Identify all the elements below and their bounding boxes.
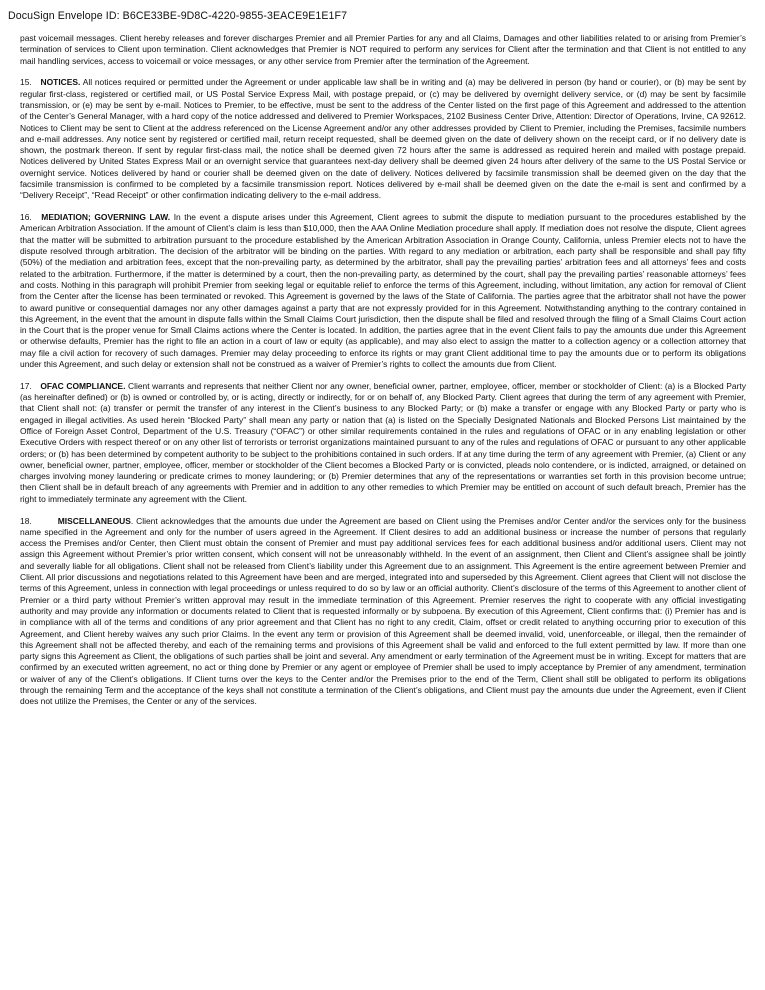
section-16-mediation — [20, 212, 746, 370]
section-15-heading: NOTICES. — [40, 77, 81, 88]
section-15-body: All notices required or permitted under the Agreement or under applicable law shall be in writing and (a) may be delivered in person (by hand or courier), or (b) may be sent by regular first-class, registered or certified mail, or US Postal Service Express Mail, with postage prepaid, or (c) may be delivered by overnight delivery service, or (d) may be sent by facsimile transmission, or (e) may be sent by e-mail. Notices to Premier, to be effective, must be sent to the address of the Center listed on the first page of this Agreement and addressed to the attention of the Center’s General Manager, with a hard copy of the notice addressed and delivered to Premier Workspaces, 2102 Business Center Drive, Attention: Director of Operations, Irvine, CA 92612. Notices to Client may be sent to Client at the address referenced on the License Agreement and/or any other addresses provided by Client to Premier, including the Premises, facsimile numbers and e-mail addresses. Any notice sent by registered or certified mail, return receipt requested, shall be deemed given on the date of delivery shown on the receipt card, or if no delivery date is shown, the postmark thereon. If sent by regular first-class mail, the notice shall be deemed given 72 hours after the same is addressed as required herein and mailed with postage prepaid. Notices delivered by United States Express Mail or an overnight service that guarantees next-day delivery shall be deemed given 24 hours after delivery of the same to the US Postal Service or overnight service. Notices delivered by hand or courier shall be deemed given on the date of delivery. Notices delivered by facsimile transmission shall be deemed given on the day that the facsimile transmission is confirmed to be completed by a facsimile transmission report. Notices delivered by e-mail shall be deemed given on the date the e-mail is sent and confirmed by a “Delivery Receipt”, “Read Receipt” or other confirmation indicating delivery to the e-mail address. — [20, 77, 746, 201]
document-page — [20, 33, 746, 718]
docusign-envelope-id: DocuSign Envelope ID: B6CE33BE-9D8C-4220-9855-3EACE9E1E1F7 — [8, 10, 348, 22]
section-18-number: 18. — [20, 515, 32, 526]
section-16-number: 16. — [20, 212, 32, 223]
section-16-body: In the event a dispute arises under this Agreement, Client agrees to submit the dispute to mediation pursuant to the procedures established by the American Arbitration Association. If the amount of Client’s claim is less than $10,000, then the AAA Online Mediation procedure shall apply. If mediation does not resolve the dispute, Client agrees that the matter will be submitted to arbitration pursuant to the procedure established by the American Arbitration Association in Orange County, California, unless Premier elects not to have the dispute resolved through arbitration. The decision of the arbitrator will be binding on the parties. With regard to any mediation or arbitration, each party shall be responsible and shall pay fifty (50%) of the mediation and arbitration fees, except that the non-prevailing party, as determined by the arbitrator, shall pay the prevailing parties’ arbitration fees and all attorneys’ fees and costs related to the arbitration. Furthermore, if the matter is determined by a court, then the non-prevailing party, as determined by the court, shall pay the prevailing parties’ reasonable attorneys’ fees and costs. Nothing in this paragraph will prohibit Premier from seeking legal or equitable relief to enforce the terms of this Agreement, including, without limitation, any action for removal of Client from the Center after the license has been terminated or revoked. This Agreement is governed by the laws of the State of California. The parties agree that the arbitrator shall not have the power to award punitive or consequential damages nor any other damages against a party that are not expressly provided for in this Agreement. Notwithstanding anything to the contrary contained in this Agreement, in the event that the amount in dispute falls within the Small Claims Court jurisdiction, then the dispute shall be filed and resolved through the filing of a Small Claims Court action in the Court that is the proper venue for Small Claims actions where the Center is located. In addition, the parties agree that in the event Client fails to pay the amounts due under this Agreement or otherwise defaults, Premier has the right to file an action in a court of law or equity (as applicable), and may also elect to assign the matter to a collection agency or a collection attorney that may file a civil action for recovery of such damages. Premier may delay proceeding to enforce its rights or may grant Client additional time to pay the amounts due or to perform its obligations under this Agreement, and such delay or extension shall not be construed as a waiver of Premier’s rights to collect the amounts due from Client. — [20, 212, 746, 370]
section-17-heading: OFAC COMPLIANCE. — [40, 380, 126, 391]
section-18-heading-period: . — [130, 515, 134, 526]
section-17-ofac — [20, 381, 746, 505]
section-18-miscellaneous — [20, 516, 746, 708]
section-15-number: 15. — [20, 77, 32, 88]
section-17-body: Client warrants and represents that neither Client nor any owner, beneficial owner, partner, employee, officer, member or stockholder of Client: (a) is a Blocked Party (as hereinafter defined) or (b) is owned or controlled by, or is acting, directly or indirectly, for or on behalf of, any Blocked Party. Client agrees that during the term of any agreement with Premier, that Client shall not: (a) transfer or permit the transfer of any interest in the Client’s business to any Blocked Party; or (b) make a transfer or engage with any Blocked Party or party who is engaged in illegal activities. As used herein “Blocked Party” shall mean any party or nation that (a) is listed on the Specially Designated Nationals and Blocked Persons List maintained by the Office of Foreign Asset Control, Department of the U.S. Treasury (“OFAC”) or other similar requirements contained in the rules and regulations of OFAC or in any enabling legislation or other Executive Orders with respect thereof or on any other list of terrorists or terrorist organizations maintained pursuant to any of the rules and regulations of OFAC or pursuant to any other applicable orders; or (b) has been determined by competent authority to be subject to the prohibitions contained in such orders. If at any time during the term of any agreement with Premier, (a) Client or any owner, beneficial owner, partner, employee, officer, member or stockholder of the Client becomes a Blocked Party or is convicted, pleads nolo contendere, or is indicted, arraigned, or detained on charges involving money laundering or predicate crimes to money laundering; or (b) Premier determines that any of the representations or warranties set forth in this provision become untrue; then Client shall be in default breach of any agreements with Premier and in addition to any other remedies to which Premier may be entitled on account of such default breach, Premier has the right to immediately terminate any agreement with the Client. — [20, 380, 746, 504]
section-17-number: 17. — [20, 380, 32, 391]
intro-paragraph: past voicemail messages. Client hereby releases and forever discharges Premier and all Premier Parties for any and all Claims, Damages and other liabilities related to or arising from Premier’s termination of services to Client upon termination. Client acknowledges that Premier is NOT required to perform any services for Client after the termination and that Client is not entitled to any mail handling services, access to voicemail or voice messages, or any other service from Premier after the termination of the Agreement. — [20, 33, 746, 66]
section-18-body: Client acknowledges that the amounts due under the Agreement are based on Client using the Premises and/or Center and/or the services only for the business name specified in the Agreement and only for the number of users agreed in the Agreement. If Client desires to add an additional business or increase the number of persons that regularly access the Premises and/or Center, then Client must obtain the consent of Premier and must pay additional services fees for each additional business and/or additional users. Client may not assign this Agreement without Premier’s prior written consent, which consent will not be unreasonably withheld. In the event of an assignment, then Client and Client’s assignee shall be jointly and severally liable for all obligations. Client shall not be released from Client’s liability under this Agreement due to an assignment. This Agreement is the entire agreement between Premier and Client. All prior discussions and negotiations related to this Agreement have been and are merged, integrated into and superseded by this Agreement. Client agrees that Client will not disclose the terms of this Agreement, unless in connection with legal proceedings or unless required to do so by law or an official authority. Client’s disclosure of the terms of this Agreement to another client of Premier or a third party without Premier’s written approval may result in the immediate termination of this Agreement. Premier reserves the right to cooperate with any official investigating authority and may provide any information or documents related to Client that is requested informally or by subpoena. By execution of this Agreement, Client confirms that: (i) Premier has and is in compliance with all of the terms and conditions of any prior agreement and that Client has no right to any credit, Claim, offset or credit related to anything occurring prior to execution of this Agreement, and Client hereby waives any such prior Claims. In the event any term or provision of this Agreement shall be deemed invalid, void, unenforceable, or illegal, then the remainder of this Agreement shall not be affected thereby, and each of the remaining terms and provisions of this Agreement shall be valid and enforced to the full extent permitted by law. If more than one party signs this Agreement as Client, the obligations of such parties shall be joint and several. Any amendment or early termination of the Agreement must be in writing. Except for matters that are confirmed by an executed written agreement, no act or thing done by Premier or any agent or employee of Premier shall be used to imply acceptance by Premier of any amendment, termination or waiver of any of the Client’s obligations. If Client turns over the keys to the Center and/or the Premises prior to the end of the Term, Client shall still be obligated to perform its obligations through the remaining Term and the acceptance of the keys shall not constitute a termination of the Client’s obligations, and Client must pay the amounts due under the Agreement, even if Client does not utilize the Premises, the Center or any of the services. — [20, 515, 746, 707]
section-16-heading: MEDIATION; GOVERNING LAW. — [41, 212, 171, 223]
section-18-heading: MISCELLANEOUS — [57, 515, 131, 526]
section-15-notices — [20, 77, 746, 201]
